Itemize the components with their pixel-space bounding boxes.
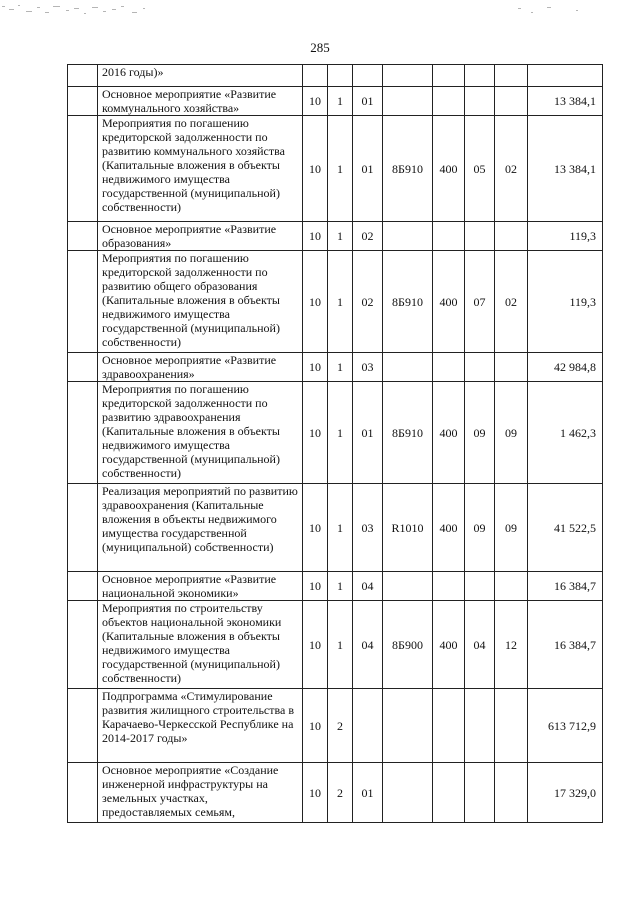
code-3-cell: 01 — [353, 763, 383, 823]
code-1-cell: 10 — [303, 222, 328, 251]
amount-cell: 16 384,7 — [528, 572, 603, 601]
section-cell — [465, 689, 495, 763]
subsection-cell — [495, 689, 528, 763]
expense-type-cell: 400 — [433, 116, 465, 222]
code-3-cell: 02 — [353, 222, 383, 251]
row-number-cell — [68, 251, 98, 353]
row-name-cell: Мероприятия по погашению кредиторской задолженности по развитию здравоохранения (Капитальные вложения в объекты недвижимого имущества государственной (муниципальной) собственности) — [98, 382, 303, 484]
code-3-cell: 01 — [353, 382, 383, 484]
subsection-cell: 09 — [495, 382, 528, 484]
code-1-cell: 10 — [303, 572, 328, 601]
row-name-cell: 2016 годы)» — [98, 65, 303, 87]
code-2-cell: 1 — [328, 484, 353, 572]
code-1-cell: 10 — [303, 484, 328, 572]
code-3-cell: 02 — [353, 251, 383, 353]
amount-cell: 41 522,5 — [528, 484, 603, 572]
expense-type-cell — [433, 763, 465, 823]
expense-type-cell: 400 — [433, 484, 465, 572]
section-cell: 09 — [465, 484, 495, 572]
row-number-cell — [68, 222, 98, 251]
target-code-cell — [383, 222, 433, 251]
table-row — [68, 382, 603, 484]
expense-type-cell — [433, 689, 465, 763]
code-2-cell: 1 — [328, 87, 353, 116]
code-1-cell: 10 — [303, 116, 328, 222]
code-2-cell: 1 — [328, 353, 353, 382]
code-3-cell: 01 — [353, 116, 383, 222]
row-name-cell: Основное мероприятие «Развитие коммунального хозяйства» — [98, 87, 303, 116]
code-3-cell: 01 — [353, 87, 383, 116]
target-code-cell: 8Б910 — [383, 116, 433, 222]
code-2-cell: 1 — [328, 382, 353, 484]
section-cell — [465, 763, 495, 823]
code-3-cell: 04 — [353, 572, 383, 601]
amount-cell: 1 462,3 — [528, 382, 603, 484]
code-3-cell: 03 — [353, 484, 383, 572]
row-name-cell: Основное мероприятие «Развитие национальной экономики» — [98, 572, 303, 601]
amount-cell: 42 984,8 — [528, 353, 603, 382]
code-2-cell: 1 — [328, 601, 353, 689]
row-number-cell — [68, 484, 98, 572]
section-cell: 07 — [465, 251, 495, 353]
section-cell — [465, 353, 495, 382]
row-number-cell — [68, 116, 98, 222]
subsection-cell — [495, 763, 528, 823]
row-name-cell: Мероприятия по строительству объектов национальной экономики (Капитальные вложения в объекты недвижимого имущества государственной (муниципальной) собственности) — [98, 601, 303, 689]
target-code-cell — [383, 689, 433, 763]
section-cell: 05 — [465, 116, 495, 222]
code-3-cell: 04 — [353, 601, 383, 689]
row-name-cell: Основное мероприятие «Развитие образования» — [98, 222, 303, 251]
row-number-cell — [68, 601, 98, 689]
target-code-cell: R1010 — [383, 484, 433, 572]
table-row — [68, 251, 603, 353]
target-code-cell — [383, 763, 433, 823]
table-row — [68, 353, 603, 382]
amount-cell: 613 712,9 — [528, 689, 603, 763]
code-2-cell: 1 — [328, 251, 353, 353]
amount-cell: 119,3 — [528, 251, 603, 353]
subsection-cell — [495, 572, 528, 601]
amount-cell: 16 384,7 — [528, 601, 603, 689]
code-2-cell: 2 — [328, 763, 353, 823]
table-row — [68, 484, 603, 572]
row-number-cell — [68, 65, 98, 87]
target-code-cell — [383, 572, 433, 601]
table-row — [68, 222, 603, 251]
row-number-cell — [68, 572, 98, 601]
table-row — [68, 87, 603, 116]
amount-cell: 119,3 — [528, 222, 603, 251]
table-row — [68, 572, 603, 601]
subsection-cell: 09 — [495, 484, 528, 572]
code-3-cell — [353, 65, 383, 87]
code-1-cell: 10 — [303, 353, 328, 382]
table-row — [68, 65, 603, 87]
row-number-cell — [68, 689, 98, 763]
section-cell: 09 — [465, 382, 495, 484]
code-1-cell: 10 — [303, 251, 328, 353]
row-name-cell: Основное мероприятие «Создание инженерной инфраструктуры на земельных участках, предоставляемых семьям, — [98, 763, 303, 823]
expense-type-cell — [433, 222, 465, 251]
table-row — [68, 601, 603, 689]
code-1-cell: 10 — [303, 382, 328, 484]
row-name-cell: Реализация мероприятий по развитию здравоохранения (Капитальные вложения в объекты недвижимого имущества государственной (муниципальной) собственности) — [98, 484, 303, 572]
code-3-cell — [353, 689, 383, 763]
code-1-cell — [303, 65, 328, 87]
amount-cell: 13 384,1 — [528, 116, 603, 222]
subsection-cell: 02 — [495, 251, 528, 353]
target-code-cell: 8Б910 — [383, 251, 433, 353]
section-cell — [465, 572, 495, 601]
expense-type-cell — [433, 572, 465, 601]
table-row — [68, 689, 603, 763]
row-number-cell — [68, 353, 98, 382]
section-cell: 04 — [465, 601, 495, 689]
target-code-cell — [383, 353, 433, 382]
expense-type-cell: 400 — [433, 382, 465, 484]
code-2-cell: 2 — [328, 689, 353, 763]
amount-cell — [528, 65, 603, 87]
target-code-cell — [383, 65, 433, 87]
subsection-cell — [495, 353, 528, 382]
row-name-cell: Мероприятия по погашению кредиторской задолженности по развитию общего образования (Капитальные вложения в объекты недвижимого имущества государственной (муниципальной) собственности) — [98, 251, 303, 353]
expense-type-cell — [433, 87, 465, 116]
section-cell — [465, 87, 495, 116]
row-number-cell — [68, 87, 98, 116]
code-1-cell: 10 — [303, 689, 328, 763]
section-cell — [465, 65, 495, 87]
code-2-cell: 1 — [328, 116, 353, 222]
code-1-cell: 10 — [303, 601, 328, 689]
code-1-cell: 10 — [303, 763, 328, 823]
expense-type-cell: 400 — [433, 601, 465, 689]
amount-cell: 13 384,1 — [528, 87, 603, 116]
code-1-cell: 10 — [303, 87, 328, 116]
target-code-cell: 8Б910 — [383, 382, 433, 484]
table-row — [68, 763, 603, 823]
expense-type-cell — [433, 353, 465, 382]
row-number-cell — [68, 763, 98, 823]
target-code-cell: 8Б900 — [383, 601, 433, 689]
subsection-cell: 02 — [495, 116, 528, 222]
table-body — [68, 65, 603, 823]
subsection-cell — [495, 65, 528, 87]
amount-cell: 17 329,0 — [528, 763, 603, 823]
page-number: 285 — [310, 40, 330, 55]
expense-type-cell: 400 — [433, 251, 465, 353]
table-row — [68, 116, 603, 222]
subsection-cell — [495, 222, 528, 251]
section-cell — [465, 222, 495, 251]
code-2-cell: 1 — [328, 572, 353, 601]
expense-type-cell — [433, 65, 465, 87]
row-name-cell: Подпрограмма «Стимулирование развития жилищного строительства в Карачаево-Черкесской Республике на 2014-2017 годы» — [98, 689, 303, 763]
subsection-cell: 12 — [495, 601, 528, 689]
budget-table — [67, 64, 603, 823]
code-2-cell — [328, 65, 353, 87]
row-number-cell — [68, 382, 98, 484]
scan-noise — [0, 0, 640, 20]
code-2-cell: 1 — [328, 222, 353, 251]
code-3-cell: 03 — [353, 353, 383, 382]
subsection-cell — [495, 87, 528, 116]
row-name-cell: Мероприятия по погашению кредиторской задолженности по развитию коммунального хозяйства (Капитальные вложения в объекты недвижимого имущества государственной (муниципальной) собственности) — [98, 116, 303, 222]
row-name-cell: Основное мероприятие «Развитие здравоохранения» — [98, 353, 303, 382]
target-code-cell — [383, 87, 433, 116]
